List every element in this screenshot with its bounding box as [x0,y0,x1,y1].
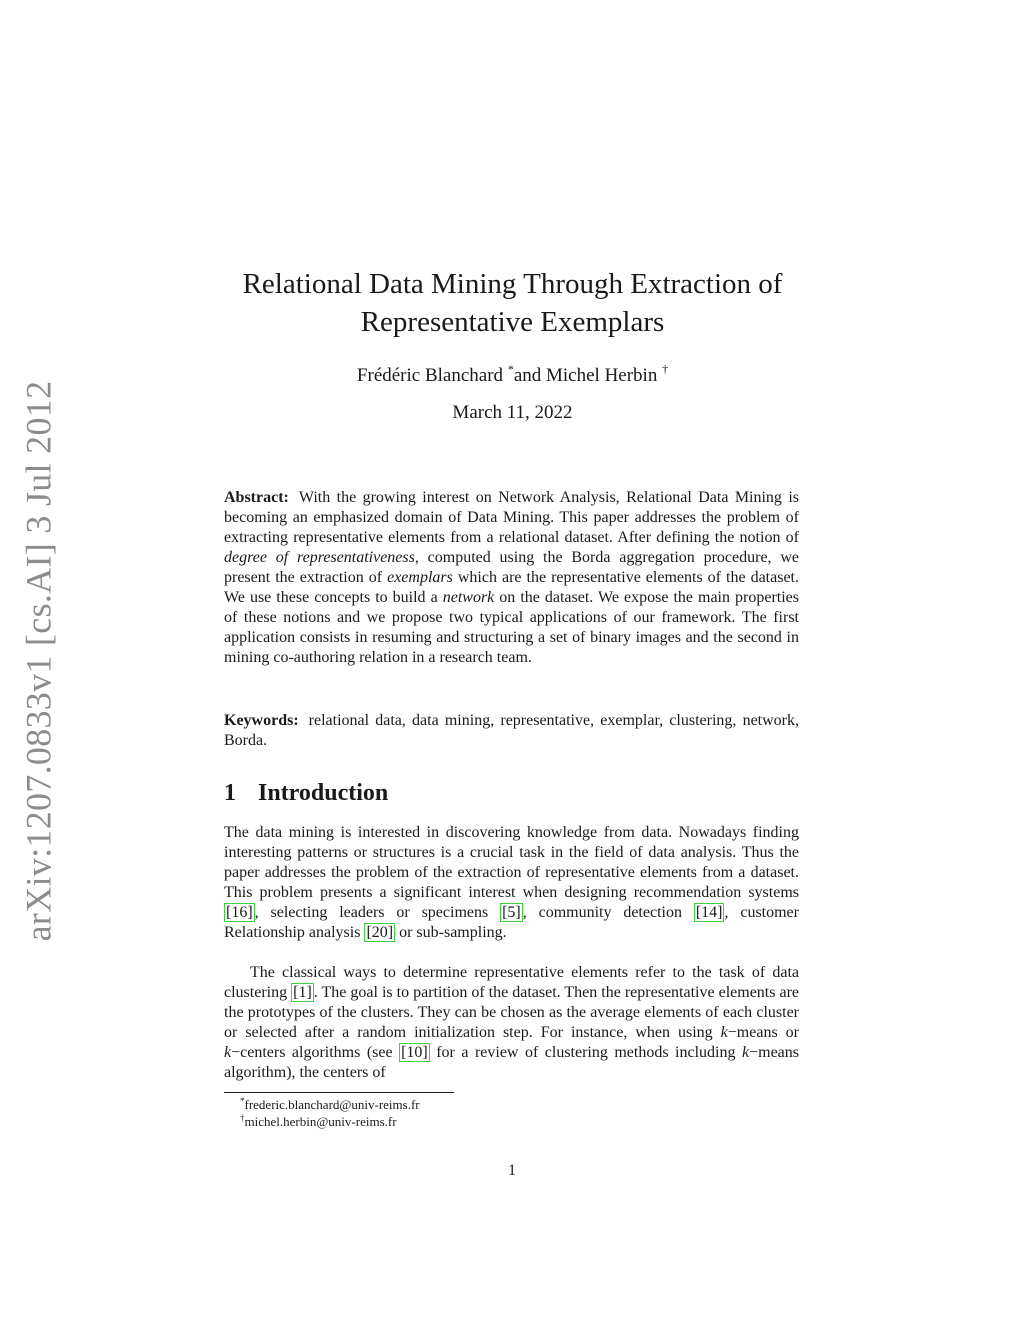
footnote-2-email: michel.herbin@univ-reims.fr [244,1114,397,1129]
math-k: k [720,1024,728,1041]
intro1-text-2: , selecting leaders or specimens [254,904,501,921]
citation-link[interactable]: [20] [366,924,394,941]
intro2-text-5: for a review of clustering methods including [429,1044,742,1061]
paper-date: March 11, 2022 [452,402,573,423]
intro2-text-2: . The goal is to partition of the dataset. Then the representative elements are the prototypes of the clusters. They can be chosen as the average elements of each cluster or selected after a random initialization step. For instance, when using [224,984,800,1041]
footnote-1-email: frederic.blanchard@univ-reims.fr [244,1097,420,1112]
title-line-1: Relational Data Mining Through Extraction of [242,268,783,300]
keywords [224,711,799,751]
title-line-2: Representative Exemplars [360,306,665,338]
intro1-text-5: or sub-sampling. [395,924,507,941]
author-1: Frédéric Blanchard [356,365,508,386]
citation-link[interactable]: [14] [695,904,723,921]
intro1-text-1: The data mining is interested in discovering knowledge from data. Nowadays finding interesting patterns or structures is a crucial task in the field of data analysis. Thus the paper addresses the problem of the extraction of representative elements from a dataset. This problem presents a significant interest when designing recommendation systems [224,824,799,901]
abstract-emphasis-1: degree of representativeness [224,549,415,566]
footnote-1-mark: * [240,1096,245,1106]
footnote-2-mark: † [240,1113,245,1123]
citation-link[interactable]: [5] [502,904,521,921]
arxiv-stamp [13,380,63,941]
citation-link[interactable]: [16] [226,904,253,921]
section-number: 1 [224,780,236,806]
section-heading [224,780,388,807]
footnote-rule [224,1092,454,1093]
author-1-footnote-mark: * [507,362,514,376]
author-2: and Michel Herbin [513,365,663,386]
abstract-label: Abstract: [224,489,289,506]
intro2-text-6: −means algorithm), the centers of [224,1044,799,1081]
author-2-footnote-mark: † [662,362,669,376]
keywords-text: relational data, data mining, representative, exemplar, clustering, network, Borda. [224,712,799,749]
intro1-text-4: , customer Relationship analysis [224,904,799,941]
abstract-emphasis-3: network [442,589,495,606]
abstract-text-1: With the growing interest on Network Analysis, Relational Data Mining is becoming an emphasized domain of Data Mining. This paper addresses the problem of extracting representative elements from a relational dataset. After defining the notion of [224,489,799,546]
intro2-text-1: The classical ways to determine representative elements refer to the task of data clustering [224,964,799,1001]
abstract-emphasis-2: exemplars [387,569,453,586]
footnote-1 [240,1096,420,1113]
intro2-text-3: −means or [727,1024,799,1041]
citation-link[interactable]: [1] [293,984,312,1001]
intro-paragraph-2 [224,963,799,1083]
abstract [224,488,799,668]
arxiv-stamp-text: arXiv:1207.0833v1 [cs.AI] 3 Jul 2012 [18,380,59,941]
citation-link[interactable]: [10] [401,1044,428,1061]
section-title: Introduction [258,780,389,806]
intro1-text-3: , community detection [522,904,694,921]
abstract-text-2: , computed using the Borda aggregation procedure, we present the extraction of [224,549,799,586]
intro-paragraph-1 [224,823,799,943]
math-k: k [741,1044,750,1061]
math-k: k [224,1044,232,1061]
intro2-text-4: −centers algorithms (see [231,1044,400,1061]
footnote-2 [240,1113,397,1130]
author-list [225,362,800,387]
keywords-label: Keywords: [224,712,299,729]
abstract-text-4: on the dataset. We expose the main properties of these notions and we propose two typical applications of our framework. The first application consists in resuming and structuring a set of binary images and the second in mining co-authoring relation in a research team. [224,589,800,666]
abstract-text-3: which are the representative elements of the dataset. We use these concepts to build a [224,569,800,606]
paper-title [225,265,800,341]
page-number: 1 [508,1162,516,1179]
